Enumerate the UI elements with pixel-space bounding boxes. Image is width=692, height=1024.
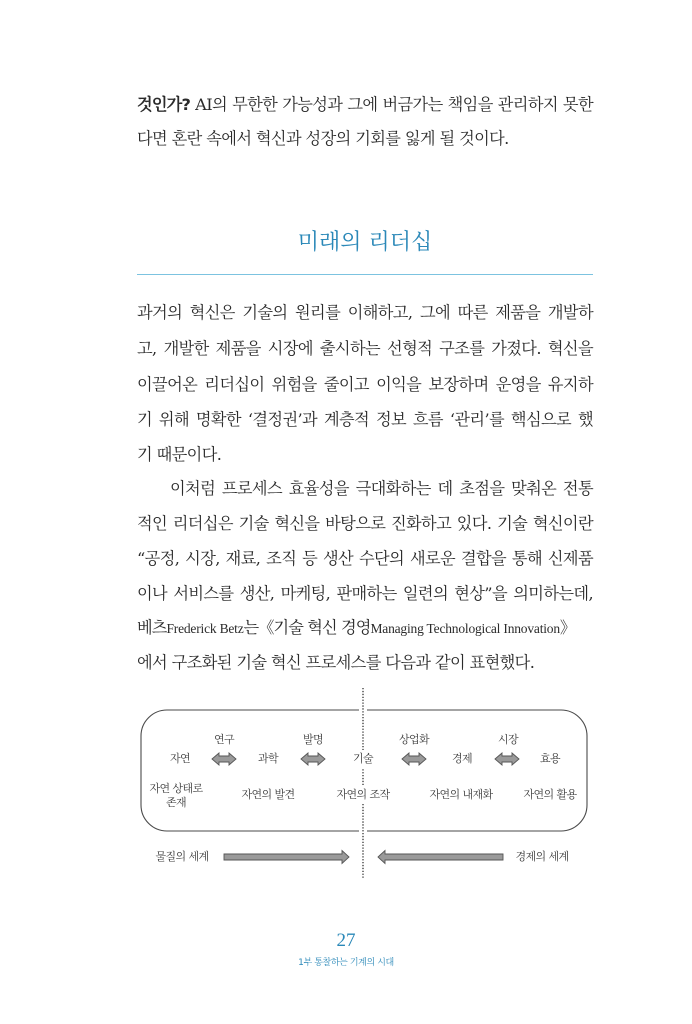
intro-line-1-text: AI의 무한한 가능성과 그에 버금가는 책임을 관리하지 못한 [190, 95, 593, 114]
page-number: 27 [336, 930, 356, 951]
paragraph-2-line: 이나 서비스를 생산, 마케팅, 판매하는 일련의 현상”을 의미하는데, [137, 584, 593, 603]
stage-science: 과학 [257, 752, 279, 765]
double-arrow-icon [212, 753, 236, 765]
double-arrow-icon [301, 753, 325, 765]
label-material-world: 물질의 세계 [155, 850, 209, 863]
stage-nature: 자연 [169, 752, 191, 765]
arrow-left-icon [378, 851, 503, 864]
book-title-close: 》 [559, 618, 576, 637]
transition-label-research: 연구 [213, 733, 235, 746]
section-heading: 미래의 리더십 [297, 230, 433, 255]
stage-economy: 경제 [451, 752, 473, 765]
paragraph-2-line: 이처럼 프로세스 효율성을 극대화하는 데 초점을 맞춰온 전통 [170, 479, 593, 498]
transition-label-invention: 발명 [302, 733, 324, 746]
description-utilization: 자연의 활용 [523, 788, 577, 801]
book-title-english: Managing Technological Innovation [370, 621, 560, 636]
paragraph-1-line: 고, 개발한 제품을 시장에 출시하는 선형적 구조를 가졌다. 혁신을 [137, 339, 593, 358]
description-natural-state [149, 782, 202, 810]
paragraph-1-line: 기 위해 명확한 ‘결정권’과 계층적 정보 흐름 ‘관리’를 핵심으로 했 [137, 410, 593, 429]
double-arrow-icon [495, 753, 519, 765]
double-arrow-icon [402, 753, 426, 765]
transition-label-market: 시장 [497, 733, 519, 746]
intro-line-2: 다면 혼란 속에서 혁신과 성장의 기회를 잃게 될 것이다. [137, 129, 509, 148]
book-title-korean: 는《기술 혁신 경영 [243, 618, 371, 637]
arrow-right-icon [224, 851, 349, 864]
paragraph-2-line: 에서 구조화된 기술 혁신 프로세스를 다음과 같이 표현했다. [137, 653, 535, 672]
running-title: 1부 통찰하는 기계의 시대 [298, 958, 394, 968]
paragraph-1-line: 기 때문이다. [137, 445, 222, 464]
description-discovery: 자연의 발견 [241, 788, 295, 801]
paragraph-2-line: 적인 리더십은 기술 혁신을 바탕으로 진화하고 있다. 기술 혁신이란 [137, 514, 593, 533]
stage-utility: 효용 [539, 752, 561, 765]
description-line: 존재 [165, 796, 187, 809]
paragraph-1-line: 과거의 혁신은 기술의 원리를 이해하고, 그에 따른 제품을 개발하 [137, 303, 593, 322]
author-korean: 베츠 [137, 618, 167, 637]
label-economic-world: 경제의 세계 [515, 850, 569, 863]
paragraph-2-line: “공정, 시장, 재료, 조직 등 생산 수단의 새로운 결합을 통해 신제품 [137, 549, 593, 568]
intro-bold-lead: 것인가? [137, 95, 191, 114]
description-manipulation: 자연의 조작 [336, 788, 390, 801]
paragraph-1-line: 이끌어온 리더십이 위험을 줄이고 이익을 보장하며 운영을 유지하 [137, 375, 593, 394]
transition-label-commercialization: 상업화 [398, 733, 430, 746]
author-english: Frederick Betz [166, 621, 244, 636]
description-internalization: 자연의 내재화 [429, 788, 493, 801]
stage-technology: 기술 [352, 752, 374, 765]
diagram-frame [141, 710, 587, 831]
description-line: 자연 상태로 [149, 782, 203, 795]
